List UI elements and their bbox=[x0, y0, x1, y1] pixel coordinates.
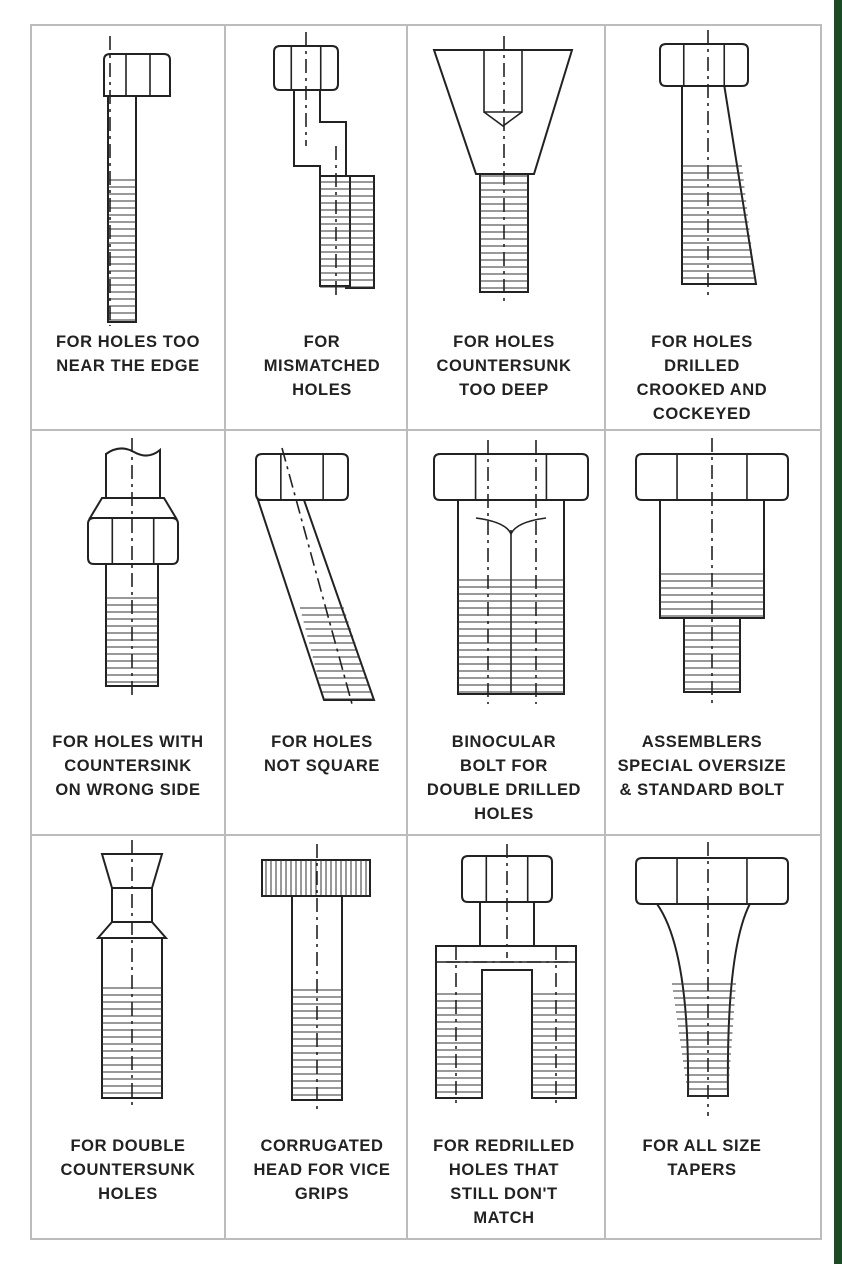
bolt-caption bbox=[224, 1134, 420, 1206]
caption-line: HOLES bbox=[292, 381, 352, 399]
caption-line: TAPERS bbox=[667, 1161, 737, 1179]
caption-line: DRILLED bbox=[664, 357, 740, 375]
caption-line: CROOKED AND bbox=[636, 381, 768, 399]
bolt-card bbox=[406, 26, 602, 431]
bolt-caption bbox=[406, 330, 602, 402]
bolt-card bbox=[224, 26, 420, 431]
caption-line: NOT SQUARE bbox=[263, 757, 380, 775]
bolt-card bbox=[406, 430, 602, 835]
bolt-caption bbox=[406, 1134, 602, 1230]
page-edge bbox=[834, 0, 842, 1264]
caption-line: STILL DON'T bbox=[450, 1185, 558, 1203]
caption-line: SPECIAL OVERSIZE bbox=[617, 757, 787, 775]
caption-line: FOR HOLES TOO bbox=[55, 333, 201, 351]
caption-line: FOR DOUBLE bbox=[70, 1137, 186, 1155]
caption-line: HOLES THAT bbox=[448, 1161, 560, 1179]
bolt-caption bbox=[30, 330, 226, 378]
bolt-card bbox=[604, 26, 800, 431]
bolt-caption bbox=[604, 730, 800, 802]
caption-line: GRIPS bbox=[294, 1185, 350, 1203]
caption-line: BOLT FOR bbox=[460, 757, 548, 775]
bolt-caption bbox=[224, 730, 420, 778]
bolt-caption bbox=[406, 730, 602, 826]
caption-line: TOO DEEP bbox=[459, 381, 549, 399]
bolt-card bbox=[604, 430, 800, 835]
caption-line: COUNTERSUNK bbox=[60, 1161, 196, 1179]
caption-line: CORRUGATED bbox=[260, 1137, 384, 1155]
bolt-card bbox=[406, 834, 602, 1239]
bolt-caption bbox=[224, 330, 420, 402]
caption-line: FOR HOLES bbox=[651, 333, 753, 351]
caption-line: HEAD FOR VICE bbox=[253, 1161, 391, 1179]
caption-line: COUNTERSUNK bbox=[436, 357, 572, 375]
caption-line: COCKEYED bbox=[652, 405, 752, 423]
caption-line: FOR HOLES bbox=[271, 733, 373, 751]
caption-line: ASSEMBLERS bbox=[641, 733, 763, 751]
bolt-card bbox=[224, 430, 420, 835]
caption-line: NEAR THE EDGE bbox=[56, 357, 200, 375]
bolt-caption bbox=[30, 1134, 226, 1206]
bolt-caption bbox=[30, 730, 226, 802]
caption-line: HOLES bbox=[474, 805, 534, 823]
caption-line: ON WRONG SIDE bbox=[55, 781, 201, 799]
caption-line: DOUBLE DRILLED bbox=[426, 781, 582, 799]
caption-line: HOLES bbox=[98, 1185, 158, 1203]
caption-line: FOR ALL SIZE bbox=[642, 1137, 762, 1155]
caption-line: MATCH bbox=[473, 1209, 535, 1227]
bolt-card bbox=[30, 430, 226, 835]
bolt-card bbox=[30, 26, 226, 431]
caption-line: MISMATCHED bbox=[263, 357, 381, 375]
bolt-caption bbox=[604, 1134, 800, 1182]
bolt-card bbox=[30, 834, 226, 1239]
caption-line: & STANDARD BOLT bbox=[619, 781, 785, 799]
caption-line: COUNTERSINK bbox=[64, 757, 192, 775]
caption-line: FOR HOLES WITH bbox=[52, 733, 204, 751]
caption-line: FOR HOLES bbox=[453, 333, 555, 351]
bolt-caption bbox=[604, 330, 800, 426]
caption-line: FOR bbox=[303, 333, 341, 351]
caption-line: FOR REDRILLED bbox=[433, 1137, 575, 1155]
bolt-card bbox=[604, 834, 800, 1239]
bolt-card bbox=[224, 834, 420, 1239]
caption-line: BINOCULAR bbox=[451, 733, 557, 751]
